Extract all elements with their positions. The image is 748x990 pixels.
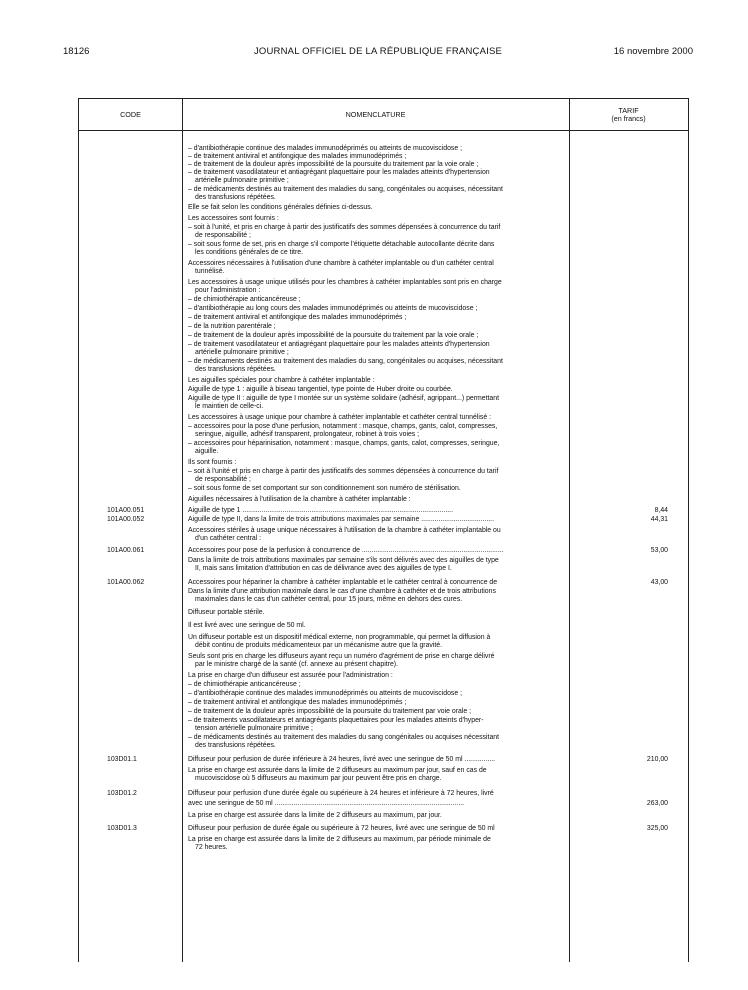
row-code: 101A00.061 <box>107 547 145 554</box>
row-tarif: 44,31 <box>650 516 668 523</box>
row-nomenclature: des transfusions répétées. <box>195 194 276 201</box>
row-nomenclature: Dans la limite d'une attribution maximale dans le cas d'une chambre à cathéter et de trois attributions <box>188 588 496 595</box>
row-nomenclature: – de chimiothérapie anticancéreuse ; <box>188 681 301 688</box>
row-nomenclature: – de traitement de la douleur après impossibilité de la poursuite du traitement par la voie orale ; <box>188 332 479 339</box>
row-nomenclature: Dans la limite de trois attributions maximales par semaine s'ils sont délivrés avec des aiguilles de type <box>188 557 499 564</box>
row-nomenclature: Accessoires pour hépariner la chambre à cathéter implantable et le cathéter central à concurrence de <box>188 579 498 586</box>
row-nomenclature: – de traitement de la douleur après impossibilité de la poursuite du traitement par la voie orale ; <box>188 161 479 168</box>
row-nomenclature: artérielle pulmonaire primitive ; <box>195 349 289 356</box>
row-nomenclature: Elle se fait selon les conditions générales définies ci-dessus. <box>188 204 373 211</box>
row-nomenclature: – de traitement antiviral et antifongique des malades immunodéprimés ; <box>188 314 407 321</box>
row-nomenclature: – d'antibiothérapie continue des malades immunodéprimés ou atteints de mucoviscidose ; <box>188 690 463 697</box>
row-nomenclature: Ils sont fournis : <box>188 459 237 466</box>
row-nomenclature: Accessoires nécessaires à l'utilisation d'une chambre à cathéter implantable ou d'un cathéter central <box>188 260 494 267</box>
row-nomenclature: La prise en charge d'un diffuseur est assurée pour l'administration : <box>188 672 393 679</box>
header-code: CODE <box>120 109 141 119</box>
row-nomenclature: de responsabilité ; <box>195 232 251 239</box>
page-header <box>63 46 693 60</box>
row-nomenclature: Il est livré avec une seringue de 50 ml. <box>188 622 306 629</box>
row-nomenclature: Les accessoires sont fournis : <box>188 215 279 222</box>
row-tarif: 43,00 <box>650 579 668 586</box>
row-nomenclature: Un diffuseur portable est un dispositif médical externe, non programmable, qui permet la diffusion à <box>188 634 491 641</box>
row-nomenclature: – de traitement antiviral et antifongique des malades immunodéprimés ; <box>188 153 407 160</box>
row-nomenclature: – de médicaments destinés au traitement des maladies du sang, congénitales ou acquises, nécessitant <box>188 358 503 365</box>
row-nomenclature: – soit à l'unité et pris en charge à partir des justificatifs des sommes dépensées à concurrence du tarif <box>188 468 499 475</box>
row-nomenclature: par le ministre chargé de la santé (cf. annexe au présent chapitre). <box>195 661 399 668</box>
row-nomenclature: Diffuseur portable stérile. <box>188 609 265 616</box>
row-nomenclature: – soit sous forme de set comportant sur son conditionnement son numéro de stérilisation. <box>188 485 461 492</box>
row-nomenclature: – accessoires pour la pose d'une perfusion, notamment : masque, champs, gants, calot, compresses, <box>188 423 498 430</box>
row-tarif: 263,00 <box>646 800 668 807</box>
row-nomenclature: La prise en charge est assurée dans la limite de 2 diffuseurs au maximum par jour, sauf en cas de <box>188 767 487 774</box>
row-nomenclature: pour l'administration : <box>195 287 261 294</box>
row-nomenclature: – d'antibiothérapie au long cours des malades immunodéprimés ou atteints de mucoviscidose ; <box>188 305 478 312</box>
row-tarif: 53,00 <box>650 547 668 554</box>
row-code: 101A00.062 <box>107 579 145 586</box>
table-body <box>79 130 688 962</box>
row-nomenclature: le maintien de celle-ci. <box>195 403 264 410</box>
header-nomenclature: NOMENCLATURE <box>345 109 406 119</box>
row-nomenclature: Seuls sont pris en charge les diffuseurs ayant reçu un numéro d'agrément de prise en charge délivré <box>188 653 495 660</box>
row-nomenclature: Diffuseur pour perfusion d'une durée égale ou supérieure à 24 heures et inférieure à 72 heures, livré <box>188 790 494 797</box>
row-nomenclature: Les accessoires à usage unique utilisés pour les chambres à cathéter implantables sont pris en charge <box>188 279 502 286</box>
row-nomenclature: – de médicaments destinés au traitement des maladies du sang congénitales ou acquises nécessitant <box>188 734 500 741</box>
row-nomenclature: mucoviscidose où 5 diffuseurs au maximum par jour peuvent être pris en charge. <box>195 775 442 782</box>
row-nomenclature: débit continu de produits médicamenteux par un mécanisme autre que la gravité. <box>195 642 443 649</box>
row-code: 103D01.2 <box>107 790 137 797</box>
row-nomenclature: des transfusions répétées. <box>195 742 276 749</box>
row-nomenclature: – soit sous forme de set, pris en charge s'il comporte l'étiquette détachable autocollante décrite dans <box>188 241 495 248</box>
row-nomenclature: – de la nutrition parentérale ; <box>188 323 276 330</box>
row-nomenclature: 72 heures. <box>195 844 228 851</box>
row-nomenclature: Les aiguilles spéciales pour chambre à cathéter implantable : <box>188 377 375 384</box>
row-nomenclature: – de traitements vasodilatateurs et antiagrégants plaquettaires pour les malades atteints d'hyper- <box>188 717 484 724</box>
row-code: 103D01.1 <box>107 756 137 763</box>
row-nomenclature: seringue, aiguille, adhésif transparent, prolongateur, robinet à trois voies ; <box>195 431 420 438</box>
row-nomenclature: – de chimiothérapie anticancéreuse ; <box>188 296 301 303</box>
journal-title: JOURNAL OFFICIEL DE LA RÉPUBLIQUE FRANÇAISE <box>253 46 503 57</box>
row-nomenclature: d'un cathéter central : <box>195 535 262 542</box>
row-nomenclature: – soit à l'unité, et pris en charge à partir des justificatifs des sommes dépensées à concurrence du tarif <box>188 224 501 231</box>
row-nomenclature: – de traitement vasodilatateur et antiagrégant plaquettaire pour les malades atteints d'hypertension <box>188 341 490 348</box>
nomenclature-table <box>78 98 689 962</box>
row-tarif: 210,00 <box>646 756 668 763</box>
row-nomenclature: tension artérielle pulmonaire primitive ; <box>195 725 313 732</box>
row-tarif: 325,00 <box>646 825 668 832</box>
row-nomenclature: – de médicaments destinés au traitement des maladies du sang, congénitales ou acquises, nécessitant <box>188 186 503 193</box>
row-code: 101A00.052 <box>107 516 145 523</box>
row-nomenclature: – de traitement de la douleur après impossibilité de la poursuite du traitement par voie orale ; <box>188 708 472 715</box>
row-nomenclature: Aiguille de type II, dans la limite de trois attributions maximales par semaine ...................................... <box>188 516 494 523</box>
row-nomenclature: Aiguilles nécessaires à l'utilisation de la chambre à cathéter implantable : <box>188 496 411 503</box>
row-nomenclature: Les accessoires à usage unique pour chambre à cathéter implantable et cathéter central tunnélisé : <box>188 414 491 421</box>
row-nomenclature: les conditions générales de ce titre. <box>195 249 304 256</box>
header-tarif-title: TARIF <box>618 105 639 115</box>
row-nomenclature: aiguille. <box>195 448 219 455</box>
row-nomenclature: Aiguille de type II : aiguille de type I montée sur un système solidaire (adhésif, agrippant...) permettant <box>188 395 500 402</box>
row-nomenclature: II, mais sans limitation d'attribution en cas de délivrance avec des aiguilles de type I. <box>195 565 452 572</box>
row-nomenclature: – accessoires pour héparinisation, notamment : masque, champs, gants, calot, compresses, seringue, <box>188 440 500 447</box>
row-nomenclature: tunnélisé. <box>195 268 225 275</box>
row-nomenclature: Accessoires stériles à usage unique nécessaires à l'utilisation de la chambre à cathéter implantable ou <box>188 527 501 534</box>
header-tarif-unit: (en francs) <box>611 113 646 123</box>
row-nomenclature: Aiguille de type 1 : aiguille à biseau tangentiel, type pointe de Huber droite ou courbée. <box>188 386 453 393</box>
row-nomenclature: – de traitement vasodilatateur et antiagrégant plaquettaire pour les malades atteints d'hypertension <box>188 169 490 176</box>
row-code: 101A00.051 <box>107 507 145 514</box>
row-tarif: 8,44 <box>654 507 668 514</box>
table-header <box>79 99 688 131</box>
publication-date: 16 novembre 2000 <box>613 46 693 57</box>
page-number: 18126 <box>63 46 90 57</box>
row-nomenclature: maximales dans le cas d'un cathéter central, pour 15 jours, même en dehors des cures. <box>195 596 463 603</box>
row-nomenclature: artérielle pulmonaire primitive ; <box>195 177 289 184</box>
row-nomenclature: des transfusions répétées. <box>195 366 276 373</box>
row-nomenclature: Aiguille de type 1 .............................................................................................................. <box>188 507 453 514</box>
header-tarif <box>569 99 688 130</box>
row-nomenclature: de responsabilité ; <box>195 476 251 483</box>
row-nomenclature: Accessoires pour pose de la perfusion à concurrence de .......................................................................... <box>188 547 504 554</box>
row-code: 103D01.3 <box>107 825 137 832</box>
row-nomenclature: Diffuseur pour perfusion de durée inférieure à 24 heures, livré avec une seringue de 50 ml ................ <box>188 756 496 763</box>
row-nomenclature: La prise en charge est assurée dans la limite de 2 diffuseurs au maximum, par période minimale de <box>188 836 491 843</box>
row-nomenclature: avec une seringue de 50 ml ................................................................................................... <box>188 800 465 807</box>
row-nomenclature: – d'antibiothérapie continue des malades immunodéprimés ou atteints de mucoviscidose ; <box>188 145 463 152</box>
row-nomenclature: Diffuseur pour perfusion de durée égale ou supérieure à 72 heures, livré avec une seringue de 50 ml <box>188 825 495 832</box>
row-nomenclature: La prise en charge est assurée dans la limite de 2 diffuseurs au maximum, par jour. <box>188 812 442 819</box>
row-nomenclature: – de traitement antiviral et antifongique des malades immunodéprimés ; <box>188 699 407 706</box>
